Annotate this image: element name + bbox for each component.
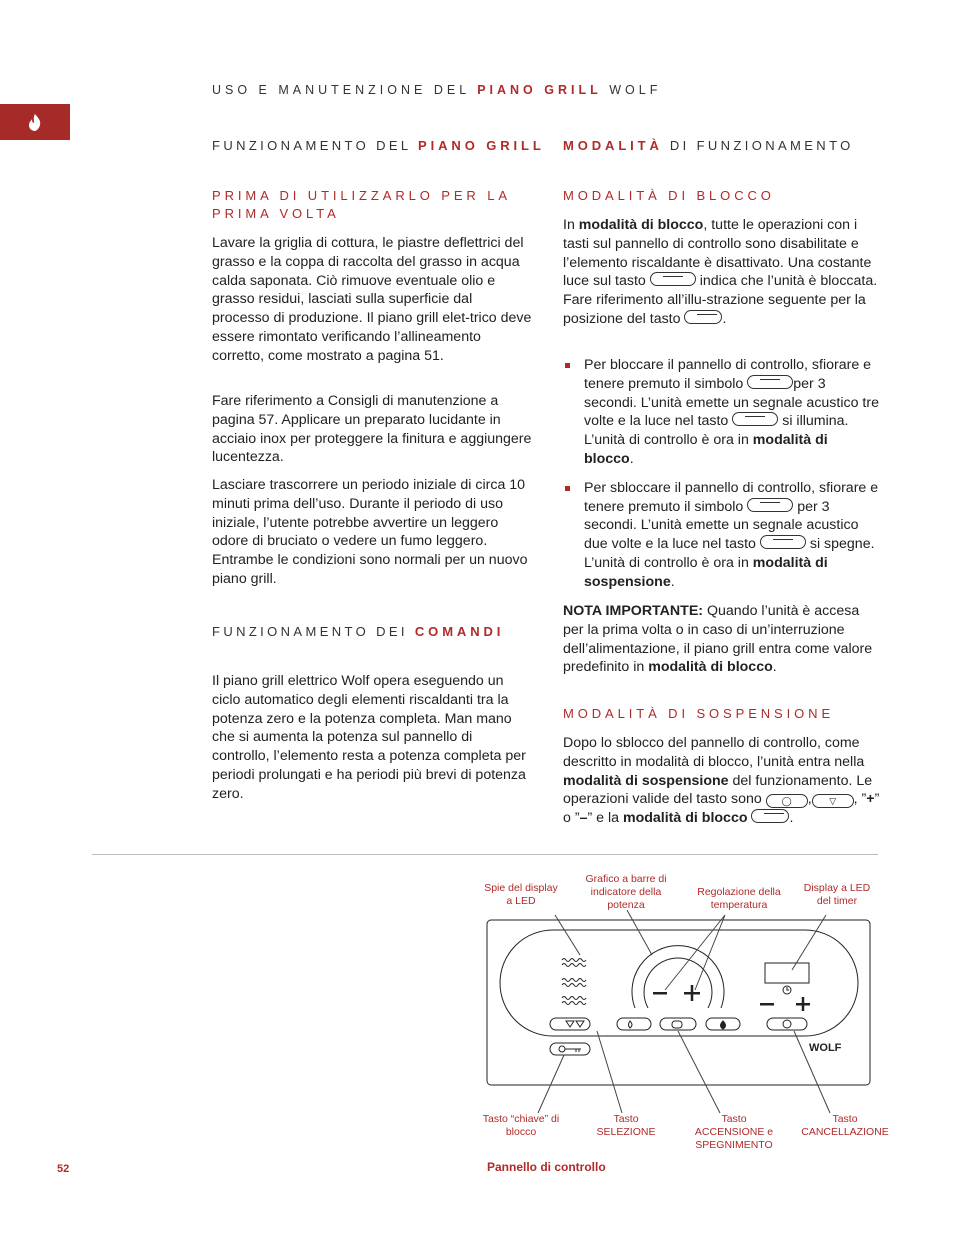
- text: Per bloccare il pannello di controllo, sfiorare e tenere premuto il simbolo: [584, 357, 872, 392]
- panel-frame: [487, 920, 870, 1085]
- right-title-suffix: DI FUNZIONAMENTO: [669, 138, 854, 153]
- label-led-indicators: Spie del display a LED: [484, 882, 558, 907]
- left-paragraph-1: Lavare la griglia di cottura, le piastre deflettrici del grasso e la coppa di raccolta del grasso in acqua calda saponata. Ciò rimuove eventuale olio e grasso residui, lasciati sulla superficie dal processo di produzione. Il piano grill elet-trico deve essere rimontato verificando l’allineamento corretto, come mostrato a pagina 51.: [212, 235, 532, 364]
- led-indicator-2: [562, 979, 586, 982]
- text-bold: modalità di blocco: [578, 217, 704, 233]
- text: .: [772, 659, 777, 676]
- left-paragraph-2: Fare riferimento a Consigli di manutenzione a pagina 57. Applicare un preparato lucidante in acciaio inox per proteggere la finitura e aggiungere lucentezza.: [212, 393, 532, 466]
- label-power-bar-graph: Grafico a barre di indicatore della potenza: [585, 873, 667, 911]
- text: Quando l’unità è accesa per la prima volta o in caso di un’interruzione dell’alimentazione, il piano grill entra come valore predefinito in: [563, 603, 873, 676]
- left-section-title-2: [212, 624, 504, 639]
- label-power-key: Tasto ACCENSIONE e SPEGNIMENTO: [694, 1113, 774, 1151]
- text: .: [670, 573, 675, 590]
- low-flame-icon: [629, 1021, 633, 1028]
- text: .: [629, 450, 634, 467]
- text-bold: modalità di sospensione: [563, 772, 729, 789]
- text: ” e la: [587, 810, 619, 827]
- page-number: 52: [57, 1163, 70, 1175]
- right-section-title: [563, 138, 854, 153]
- cancel-key-icon: ▽: [812, 794, 854, 808]
- key-icon: [760, 535, 806, 549]
- key-icon: [747, 375, 793, 389]
- led-indicator-3: [562, 997, 586, 1000]
- bullet-lock: [563, 356, 881, 469]
- text: per 3 secondi. L’unità emette un segnale acustico tre volte e la luce nel tasto: [584, 375, 879, 430]
- text: In: [563, 217, 575, 233]
- left-title2-prefix: FUNZIONAMENTO DEI: [212, 624, 408, 639]
- select-key-outline: [550, 1018, 590, 1030]
- right-subheading-lock: MODALITÀ DI BLOCCO: [563, 188, 775, 203]
- text: Dopo lo sblocco del pannello di controllo, come descritto in modalità di blocco, l’unità entra nella: [563, 735, 865, 770]
- plus-symbol: +: [866, 791, 875, 808]
- text-bold: modalità di blocco: [622, 810, 748, 827]
- text: .: [789, 810, 794, 827]
- important-note: [563, 602, 881, 677]
- select-arrows-icon: [566, 1021, 584, 1027]
- label-cancel-key: Tasto CANCELLAZIONE: [801, 1113, 889, 1138]
- text: per 3 secondi. L’unità emette un segnale acustico due volte e la luce nel tasto: [584, 498, 859, 553]
- low-key-outline: [617, 1018, 651, 1030]
- left-paragraph-3: Lasciare trascorrere un periodo iniziale di circa 10 minuti prima dell’uso. Durante il periodo di uso iniziale, l’utente potrebbe avvertire un leggero odore di bruciato o vedere un fumo leggero. Entrambe le condizioni sono normali per un nuovo piano grill.: [212, 477, 528, 587]
- left-title-prefix: FUNZIONAMENTO DEL: [212, 138, 412, 153]
- key-icon: [747, 498, 793, 512]
- power-bar-arc: [632, 946, 724, 1008]
- text-bold: modalità di blocco: [584, 432, 828, 467]
- cancel-symbol-icon: [783, 1020, 791, 1028]
- text-bold: modalità di sospensione: [584, 554, 828, 590]
- minus-symbol: –: [579, 810, 588, 827]
- header-suffix: WOLF: [609, 83, 662, 97]
- wolf-logo: WOLF: [809, 1042, 842, 1054]
- right-paragraph-lock: [563, 216, 881, 329]
- high-flame-icon: [721, 1021, 726, 1029]
- text: .: [722, 310, 727, 327]
- right-subheading-standby: MODALITÀ DI SOSPENSIONE: [563, 706, 835, 721]
- key-icon: [751, 809, 789, 823]
- lock-bullet-list: [563, 356, 881, 592]
- led-indicator-1: [562, 959, 586, 962]
- text: Per sbloccare il pannello di controllo, sfiorare e tenere premuto il simbolo: [584, 479, 879, 515]
- text: ,: [807, 791, 812, 808]
- label-lock-key: Tasto “chiave” di blocco: [482, 1113, 560, 1138]
- section-divider: [92, 854, 878, 855]
- label-temperature-adjust: Regolazione della temperatura: [697, 886, 781, 911]
- text: indica che l’unità è bloccata. Fare riferimento all’illu-strazione seguente per la posizione del tasto: [563, 273, 878, 327]
- text: si illumina. L’unità di controllo è ora in: [584, 413, 849, 449]
- right-paragraph-standby: [563, 734, 881, 828]
- text: del funzionamento. Le operazioni valide del tasto sono: [563, 772, 873, 808]
- figure-caption: Pannello di controllo: [487, 1160, 606, 1174]
- left-title-bold: PIANO GRILL: [418, 138, 545, 153]
- text: , ”: [853, 791, 867, 808]
- flame-icon: [0, 104, 70, 140]
- text: si spegne. L’unità di controllo è ora in: [584, 536, 875, 571]
- power-key-icon: ◯: [766, 794, 808, 808]
- timer-minus-sign: [760, 1003, 774, 1006]
- bullet-unlock: [563, 479, 881, 592]
- label-select-key: Tasto SELEZIONE: [596, 1113, 656, 1138]
- timer-display-box: [765, 963, 809, 983]
- header-prefix: USO E MANUTENZIONE DEL: [212, 83, 470, 97]
- left-section-title: [212, 138, 545, 153]
- text-bold: modalità di blocco: [648, 659, 773, 676]
- minus-sign: [653, 992, 667, 995]
- key-icon: [684, 310, 722, 324]
- power-symbol-icon: [672, 1021, 682, 1028]
- left-subheading-first-use: PRIMA DI UTILIZZARLO PER LA PRIMA VOLTA: [212, 188, 511, 221]
- section-tab: [0, 104, 70, 140]
- left-paragraph-4: Il piano grill elettrico Wolf opera eseguendo un ciclo automatico degli elementi riscaldanti tra la potenza zero e la potenza completa. Man mano che si aumenta la potenza sul pannello di controllo, l’elemento resta a potenza completa per periodi prolungati e ha periodi più brevi di potenza zero.: [212, 673, 526, 802]
- key-icon: [650, 272, 696, 286]
- left-title2-bold: COMANDI: [414, 624, 505, 639]
- key-icon: [732, 412, 778, 426]
- running-header: [212, 83, 661, 97]
- label-timer-display: Display a LED del timer: [803, 882, 871, 907]
- text: , tutte le operazioni con i tasti sul pannello di controllo sono disabilitate e l’elemento riscaldante è disattivato. Una costante luce sul tasto: [563, 217, 872, 290]
- text: ” o ”: [563, 791, 880, 827]
- control-panel-diagram: [470, 905, 890, 1115]
- right-title-bold: MODALITÀ: [563, 138, 663, 153]
- note-label: NOTA IMPORTANTE:: [563, 603, 704, 619]
- header-bold: PIANO GRILL: [477, 83, 602, 97]
